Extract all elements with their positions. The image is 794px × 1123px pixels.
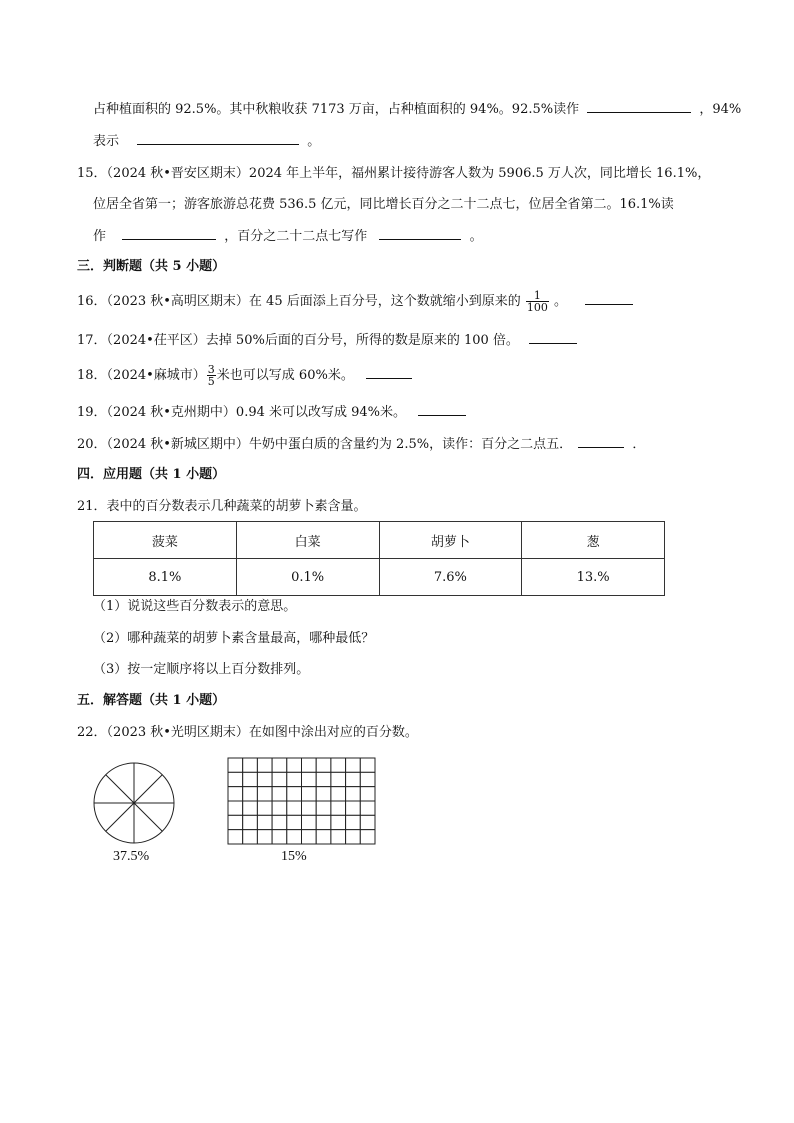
grid-cell[interactable] (302, 815, 317, 829)
grid-cell[interactable] (243, 758, 258, 772)
q18-frac-num: 3 (207, 363, 215, 376)
grid-cell[interactable] (243, 801, 258, 815)
grid-cell[interactable] (346, 830, 361, 844)
grid-cell[interactable] (346, 801, 361, 815)
grid-cell[interactable] (257, 787, 272, 801)
grid-cell[interactable] (272, 815, 287, 829)
grid-cell[interactable] (257, 772, 272, 786)
q15-line1: 15．（2024 秋•晋安区期末）2024 年上半年，福州累计接待游客人数为 5906.5 万人次，同比增长 16.1%， (77, 166, 711, 181)
grid-percent-label: 15% (281, 849, 307, 864)
carotene-table (93, 521, 665, 596)
table-value-cell: 0.1% (236, 559, 379, 596)
q20-text: 20．（2024 秋•新城区期中）牛奶中蛋白质的含量约为 2.5%，读作：百分之二点五． (77, 437, 573, 452)
q14-line2 (93, 132, 320, 151)
grid-cell[interactable] (302, 772, 317, 786)
table-value-cell: 8.1% (94, 559, 237, 596)
section-5-heading: 五．解答题（共 1 小题） (77, 693, 226, 708)
q15-line3-b: ，百分之二十二点七写作 (224, 229, 368, 244)
q21-text: 21．表中的百分数表示几种蔬菜的胡萝卜素含量。 (77, 499, 367, 514)
q19 (77, 403, 470, 422)
grid-cell[interactable] (243, 772, 258, 786)
table-header-cell: 菠菜 (94, 522, 237, 559)
grid-cell[interactable] (272, 830, 287, 844)
grid-cell[interactable] (360, 801, 375, 815)
q21-sub3: （3）按一定顺序将以上百分数排列。 (93, 662, 310, 677)
q16-text: 16．（2023 秋•高明区期末）在 45 后面添上百分号，这个数就缩小到原来的 (77, 294, 521, 309)
grid-cell[interactable] (360, 815, 375, 829)
grid-cell[interactable] (228, 830, 243, 844)
grid-cell[interactable] (331, 830, 346, 844)
grid-cell[interactable] (272, 787, 287, 801)
grid-cell[interactable] (257, 815, 272, 829)
q14-line2-end: 。 (307, 134, 321, 149)
q18-answer-blank[interactable] (366, 366, 412, 379)
q14-line2-text: 表示 (93, 134, 120, 149)
grid-cell[interactable] (272, 758, 287, 772)
grid-cell[interactable] (257, 758, 272, 772)
table-value-row (94, 559, 665, 596)
q18-text: 米也可以写成 60%米。 (216, 368, 354, 383)
grid-cell[interactable] (360, 787, 375, 801)
q18 (77, 364, 416, 387)
q15-line3-a: 作 (93, 229, 107, 244)
grid-cell[interactable] (257, 830, 272, 844)
grid-cell[interactable] (331, 787, 346, 801)
table-header-row (94, 522, 665, 559)
grid-cell[interactable] (287, 815, 302, 829)
q14-line1-text: 占种植面积的 92.5%。其中秋粮收获 7173 万亩，占种植面积的 94%。92.5%读作 (93, 102, 580, 117)
grid-cell[interactable] (346, 772, 361, 786)
grid-cell[interactable] (360, 830, 375, 844)
grid-cell[interactable] (257, 801, 272, 815)
grid-cell[interactable] (316, 758, 331, 772)
table-value-cell: 13.% (522, 559, 665, 596)
q16 (77, 290, 637, 313)
q20-end: ． (632, 437, 646, 452)
q14-line1 (93, 100, 741, 119)
grid-cell[interactable] (228, 801, 243, 815)
q15-line2: 位居全省第一；游客旅游总花费 536.5 亿元，同比增长百分之二十二点七，位居全省第二。16.1%读 (93, 197, 674, 212)
q16-answer-blank[interactable] (585, 292, 633, 305)
grid-cell[interactable] (243, 787, 258, 801)
q17 (77, 331, 581, 350)
grid-cell[interactable] (228, 787, 243, 801)
q14-blank-2[interactable] (137, 132, 299, 145)
q20-answer-blank[interactable] (578, 435, 624, 448)
q16-end: 。 (554, 294, 568, 309)
grid-cell[interactable] (243, 830, 258, 844)
grid-cell[interactable] (346, 758, 361, 772)
grid-cell[interactable] (228, 758, 243, 772)
grid-cell[interactable] (331, 801, 346, 815)
grid-cell[interactable] (331, 772, 346, 786)
grid-cell[interactable] (243, 815, 258, 829)
grid-cell[interactable] (302, 787, 317, 801)
q15-blank-2[interactable] (379, 227, 461, 240)
grid-cell[interactable] (228, 772, 243, 786)
q16-fraction (526, 290, 549, 313)
q15-line3 (93, 227, 483, 246)
grid-cell[interactable] (316, 815, 331, 829)
table-value-cell: 7.6% (379, 559, 522, 596)
grid-cell[interactable] (287, 758, 302, 772)
q15-blank-1[interactable] (122, 227, 216, 240)
q14-blank-1[interactable] (587, 100, 691, 113)
grid-cell[interactable] (331, 815, 346, 829)
q18-fraction (207, 364, 216, 387)
q16-frac-num: 1 (526, 290, 549, 302)
grid-cell[interactable] (287, 830, 302, 844)
grid-cell[interactable] (302, 758, 317, 772)
grid-cell[interactable] (346, 787, 361, 801)
grid-cell[interactable] (360, 758, 375, 772)
q20 (77, 435, 645, 454)
grid-cell[interactable] (302, 830, 317, 844)
circle-percent-label: 37.5% (113, 849, 150, 864)
q17-answer-blank[interactable] (529, 331, 577, 344)
grid-diagram[interactable] (227, 757, 377, 847)
grid-cell[interactable] (316, 787, 331, 801)
grid-cell[interactable] (360, 772, 375, 786)
grid-cell[interactable] (272, 801, 287, 815)
grid-cell[interactable] (346, 815, 361, 829)
grid-cell[interactable] (287, 787, 302, 801)
grid-cell[interactable] (287, 772, 302, 786)
q19-answer-blank[interactable] (418, 403, 466, 416)
grid-cell[interactable] (316, 830, 331, 844)
q21-sub1: （1）说说这些百分数表示的意思。 (93, 599, 297, 614)
q18-frac-den: 5 (207, 375, 215, 388)
table-header-cell: 胡萝卜 (379, 522, 522, 559)
grid-cell[interactable] (302, 801, 317, 815)
section-3-heading: 三．判断题（共 5 小题） (77, 259, 226, 274)
q17-text: 17．（2024•茌平区）去掉 50%后面的百分号，所得的数是原来的 100 倍。 (77, 333, 519, 348)
table-header-cell: 葱 (522, 522, 665, 559)
q18-prefix: 18．（2024•麻城市） (77, 368, 206, 383)
q22-text: 22．（2023 秋•光明区期末）在如图中涂出对应的百分数。 (77, 725, 418, 740)
grid-cell[interactable] (272, 772, 287, 786)
q14-line1-tail: ，94% (699, 102, 742, 117)
circle-diagram[interactable] (92, 761, 176, 845)
q15-line3-c: 。 (469, 229, 483, 244)
grid-cell[interactable] (316, 772, 331, 786)
grid-cell[interactable] (228, 815, 243, 829)
q16-frac-den: 100 (526, 301, 548, 314)
q21-sub2: （2）哪种蔬菜的胡萝卜素含量最高，哪种最低？ (93, 631, 375, 646)
q19-text: 19．（2024 秋•克州期中）0.94 米可以改写成 94%米。 (77, 405, 407, 420)
grid-cell[interactable] (331, 758, 346, 772)
section-4-heading: 四．应用题（共 1 小题） (77, 467, 226, 482)
grid-cell[interactable] (287, 801, 302, 815)
table-header-cell: 白菜 (236, 522, 379, 559)
grid-cell[interactable] (316, 801, 331, 815)
